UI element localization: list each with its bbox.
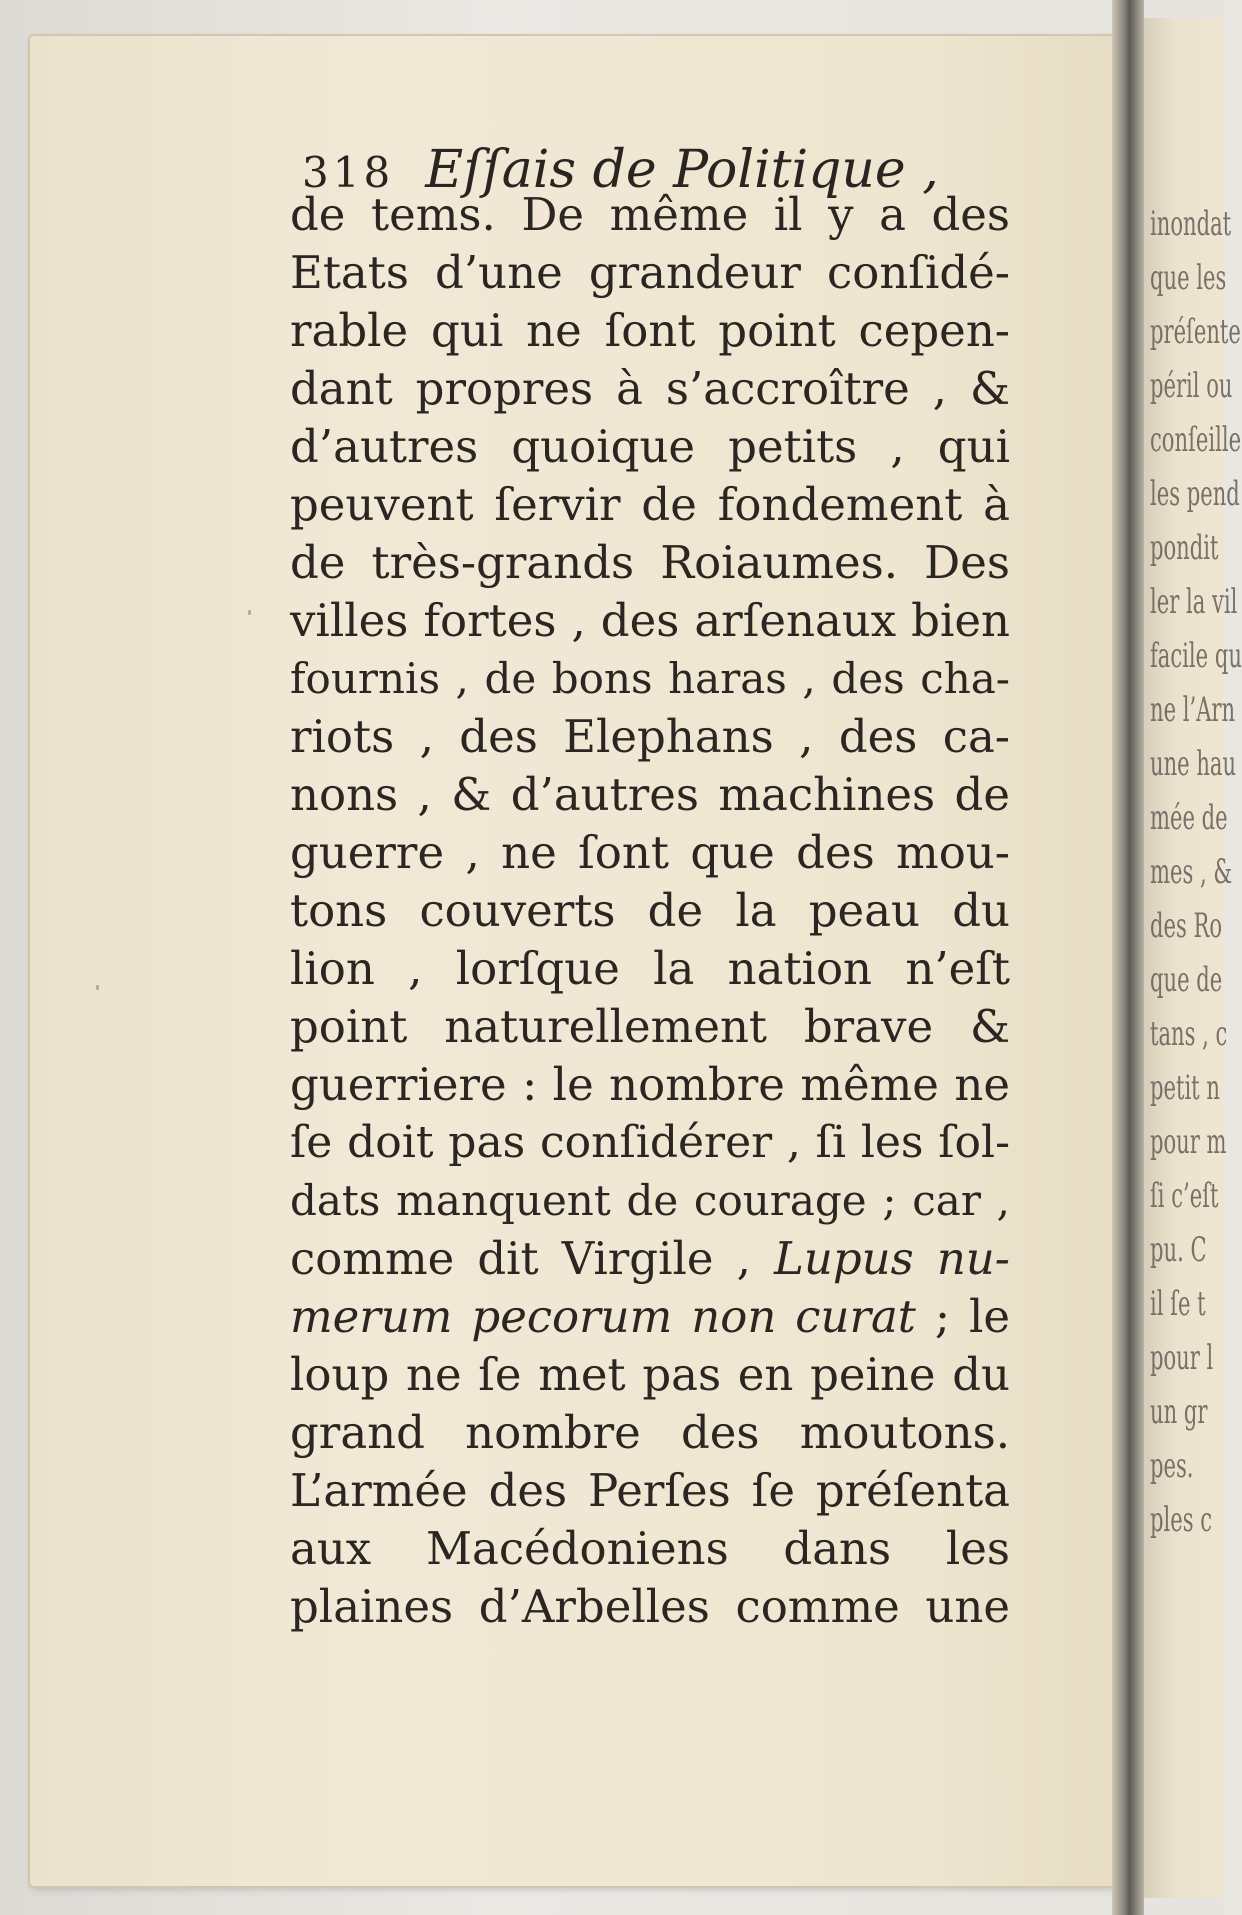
text-line: guerriere : le nombre même ne [290,1058,1010,1111]
text-line: guerre , ne ſont que des mou- [290,826,1010,879]
text-line: Etats d’une grandeur conſidé- [290,246,1010,299]
facing-page-fragment: les pend [1150,474,1240,514]
facing-page-fragment: il ſe t [1150,1284,1206,1324]
facing-page-fragment: inondat [1150,204,1232,244]
facing-page-fragment: mée de [1150,798,1228,838]
facing-page-fragment: mes , & [1150,852,1233,892]
facing-page-fragment: tans , c [1150,1014,1228,1054]
text-line: lion , lorſque la nation n’eſt [290,942,1010,995]
facing-page-fragment: ſi c’eſt [1150,1176,1219,1216]
paper-fleck [96,985,99,990]
facing-page-fragment: pondit [1150,528,1219,568]
facing-page-fragment: pu. C [1150,1230,1207,1270]
facing-page-fragment: ples c [1150,1500,1213,1540]
facing-page-fragment: une hau [1150,744,1237,784]
text-line: L’armée des Perſes ſe préſenta [290,1464,1010,1517]
italic-quote: Lupus nu- [774,1232,1010,1285]
running-title: Eſſais de Politique , [425,140,939,200]
text-line: grand nombre des moutons. [290,1406,1010,1459]
facing-page-edge [1144,18,1242,1898]
italic-quote: merum pecorum non curat [290,1290,916,1343]
text-line: fournis , de bons haras , des cha- [290,654,1010,703]
text-line: plaines d’Arbelles comme une [290,1580,1010,1633]
text-line: rable qui ne ſont point cepen- [290,304,1010,357]
book-gutter [1112,0,1144,1915]
facing-page-fragment: pour l [1150,1338,1214,1378]
facing-page-fragment: un gr [1150,1392,1208,1432]
paper-fleck [248,610,251,615]
facing-page-fragment: préſente [1150,312,1241,352]
facing-page-fragment: péril ou [1150,366,1233,406]
text-line: ſe doit pas conſidérer , ſi les ſol- [290,1117,1010,1168]
text-line: de tems. De même il y a des [290,188,1010,241]
text-line: tons couverts de la peau du [290,884,1010,937]
page-number: 318 [302,148,395,197]
facing-page-fragment: facile qu [1150,636,1242,676]
text-line: peuvent ſervir de fondement à [290,478,1010,531]
text-line: comme dit Virgile , Lupus nu- [290,1232,1010,1285]
text-line: merum pecorum non curat ; le [290,1290,1010,1343]
facing-page-fragment: que les [1150,258,1227,298]
facing-page-fragment: que de [1150,960,1223,1000]
text-line: riots , des Elephans , des ca- [290,710,1010,763]
facing-page-fragment: pes. [1150,1446,1194,1486]
facing-page-fragment: conſeille [1150,420,1242,460]
text-line: point naturellement brave & [290,1000,1010,1053]
facing-page-fragment: ler la vil [1150,582,1238,622]
text-line: aux Macédoniens dans les [290,1522,1010,1575]
text-line: villes fortes , des arſenaux bien [290,594,1010,647]
facing-page-fragment: pour m [1150,1122,1227,1162]
facing-page-fragment: des Ro [1150,906,1223,946]
facing-page-fragment: petit n [1150,1068,1220,1108]
text-line: loup ne ſe met pas en peine du [290,1348,1010,1401]
text-line: dant propres à s’accroître , & [290,362,1010,415]
text-line: d’autres quoique petits , qui [290,420,1010,473]
facing-page-fragment: ne l’Arn [1150,690,1236,730]
text-line: de très-grands Roiaumes. Des [290,536,1010,589]
text-line: nons , & d’autres machines de [290,768,1010,821]
text-line: dats manquent de courage ; car , [290,1176,1010,1225]
